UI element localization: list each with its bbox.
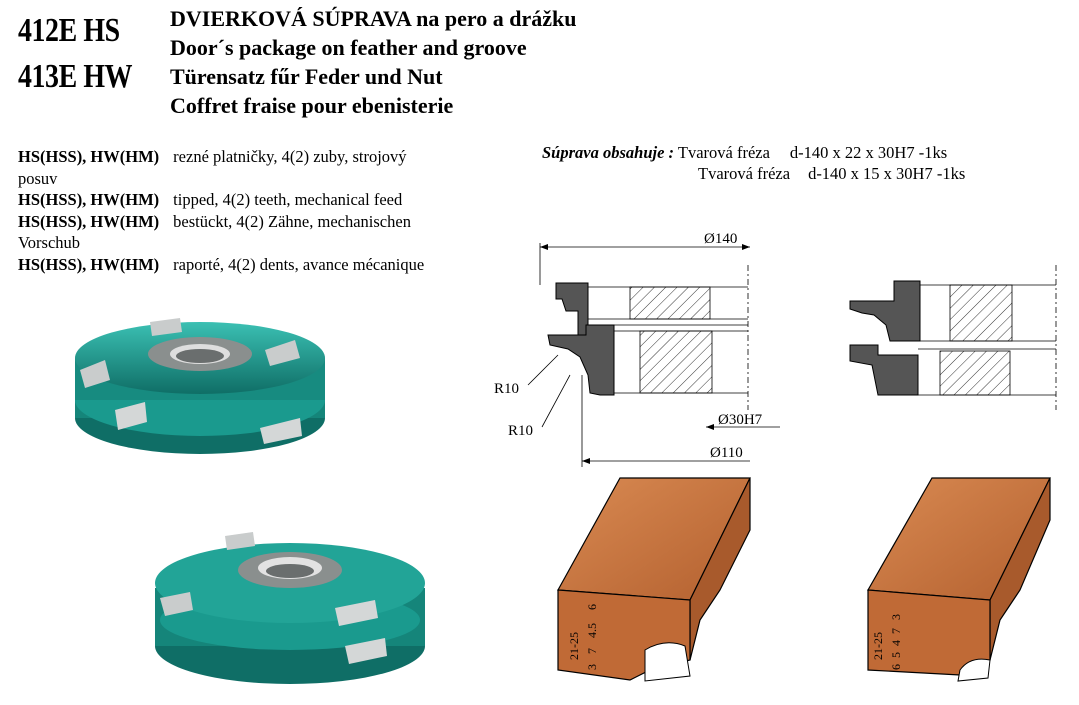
label-r10-lower: R10: [508, 423, 534, 439]
label-r10-upper: R10: [494, 381, 520, 397]
wood-block-feather: [860, 470, 1065, 695]
profile-left: [548, 265, 748, 410]
product-code-412: 412E HS: [18, 12, 120, 49]
dim-bore: Ø30H7: [718, 412, 763, 428]
profile-right: [850, 265, 1056, 410]
package-contents: [542, 142, 965, 184]
spec-text: raporté, 4(2) dents, avance mécanique: [173, 254, 425, 274]
block-right-num: 5: [889, 652, 903, 658]
block-left-num: 3: [585, 664, 599, 670]
contents-item-name: Tvarová fréza: [698, 164, 791, 183]
spec-line: [18, 211, 424, 233]
contents-label: Súprava obsahuje :: [542, 143, 675, 162]
title-sk: DVIERKOVÁ SÚPRAVA na pero a drážku: [170, 6, 577, 31]
block-right-range: 21-25: [871, 632, 885, 660]
spec-label: HS(HSS), HW(HM): [18, 254, 160, 274]
dim-mid: Ø110: [710, 445, 743, 461]
spec-text: rezné platničky, 4(2) zuby, strojový: [173, 147, 407, 166]
technical-drawing: [490, 225, 1070, 470]
contents-item-name: Tvarová fréza: [677, 143, 770, 162]
contents-item-dims: d-140 x 22 x 30H7 -1ks: [789, 143, 948, 162]
spec-text: bestückt, 4(2) Zähne, mechanischen: [173, 211, 411, 231]
spec-text: tipped, 4(2) teeth, mechanical feed: [173, 190, 403, 209]
spec-label: HS(HSS), HW(HM): [18, 147, 160, 166]
contents-item-dims: d-140 x 15 x 30H7 -1ks: [808, 164, 966, 183]
block-right-num: 4: [889, 640, 903, 646]
spec-cont: posuv: [18, 168, 58, 188]
spec-line: [18, 254, 424, 276]
block-left-num: 7: [585, 648, 599, 654]
title-block: [170, 4, 576, 120]
title-de: Türensatz fűr Feder und Nut: [170, 64, 443, 89]
spec-cont: Vorschub: [18, 233, 81, 252]
spec-line: [18, 146, 424, 168]
block-left-num: 4.5: [585, 623, 599, 638]
block-left-num: 6: [585, 604, 599, 610]
spec-label: HS(HSS), HW(HM): [18, 190, 160, 209]
title-fr: Coffret fraise pour ebenisterie: [170, 93, 454, 118]
product-code-413: 413E HW: [18, 58, 133, 95]
dim-outer: Ø140: [704, 231, 738, 247]
cutter-image-top: [50, 310, 340, 460]
spec-label: HS(HSS), HW(HM): [18, 211, 160, 231]
spec-line: [18, 189, 424, 211]
cutter-image-bottom: [135, 528, 445, 688]
spec-list: [18, 146, 424, 275]
block-left-range: 21-25: [567, 632, 581, 660]
wood-block-groove: [550, 470, 765, 695]
block-right-num: 7: [889, 628, 903, 634]
block-right-num: 6: [889, 664, 903, 670]
title-en: Door´s package on feather and groove: [170, 35, 527, 60]
block-right-num: 3: [889, 614, 903, 620]
